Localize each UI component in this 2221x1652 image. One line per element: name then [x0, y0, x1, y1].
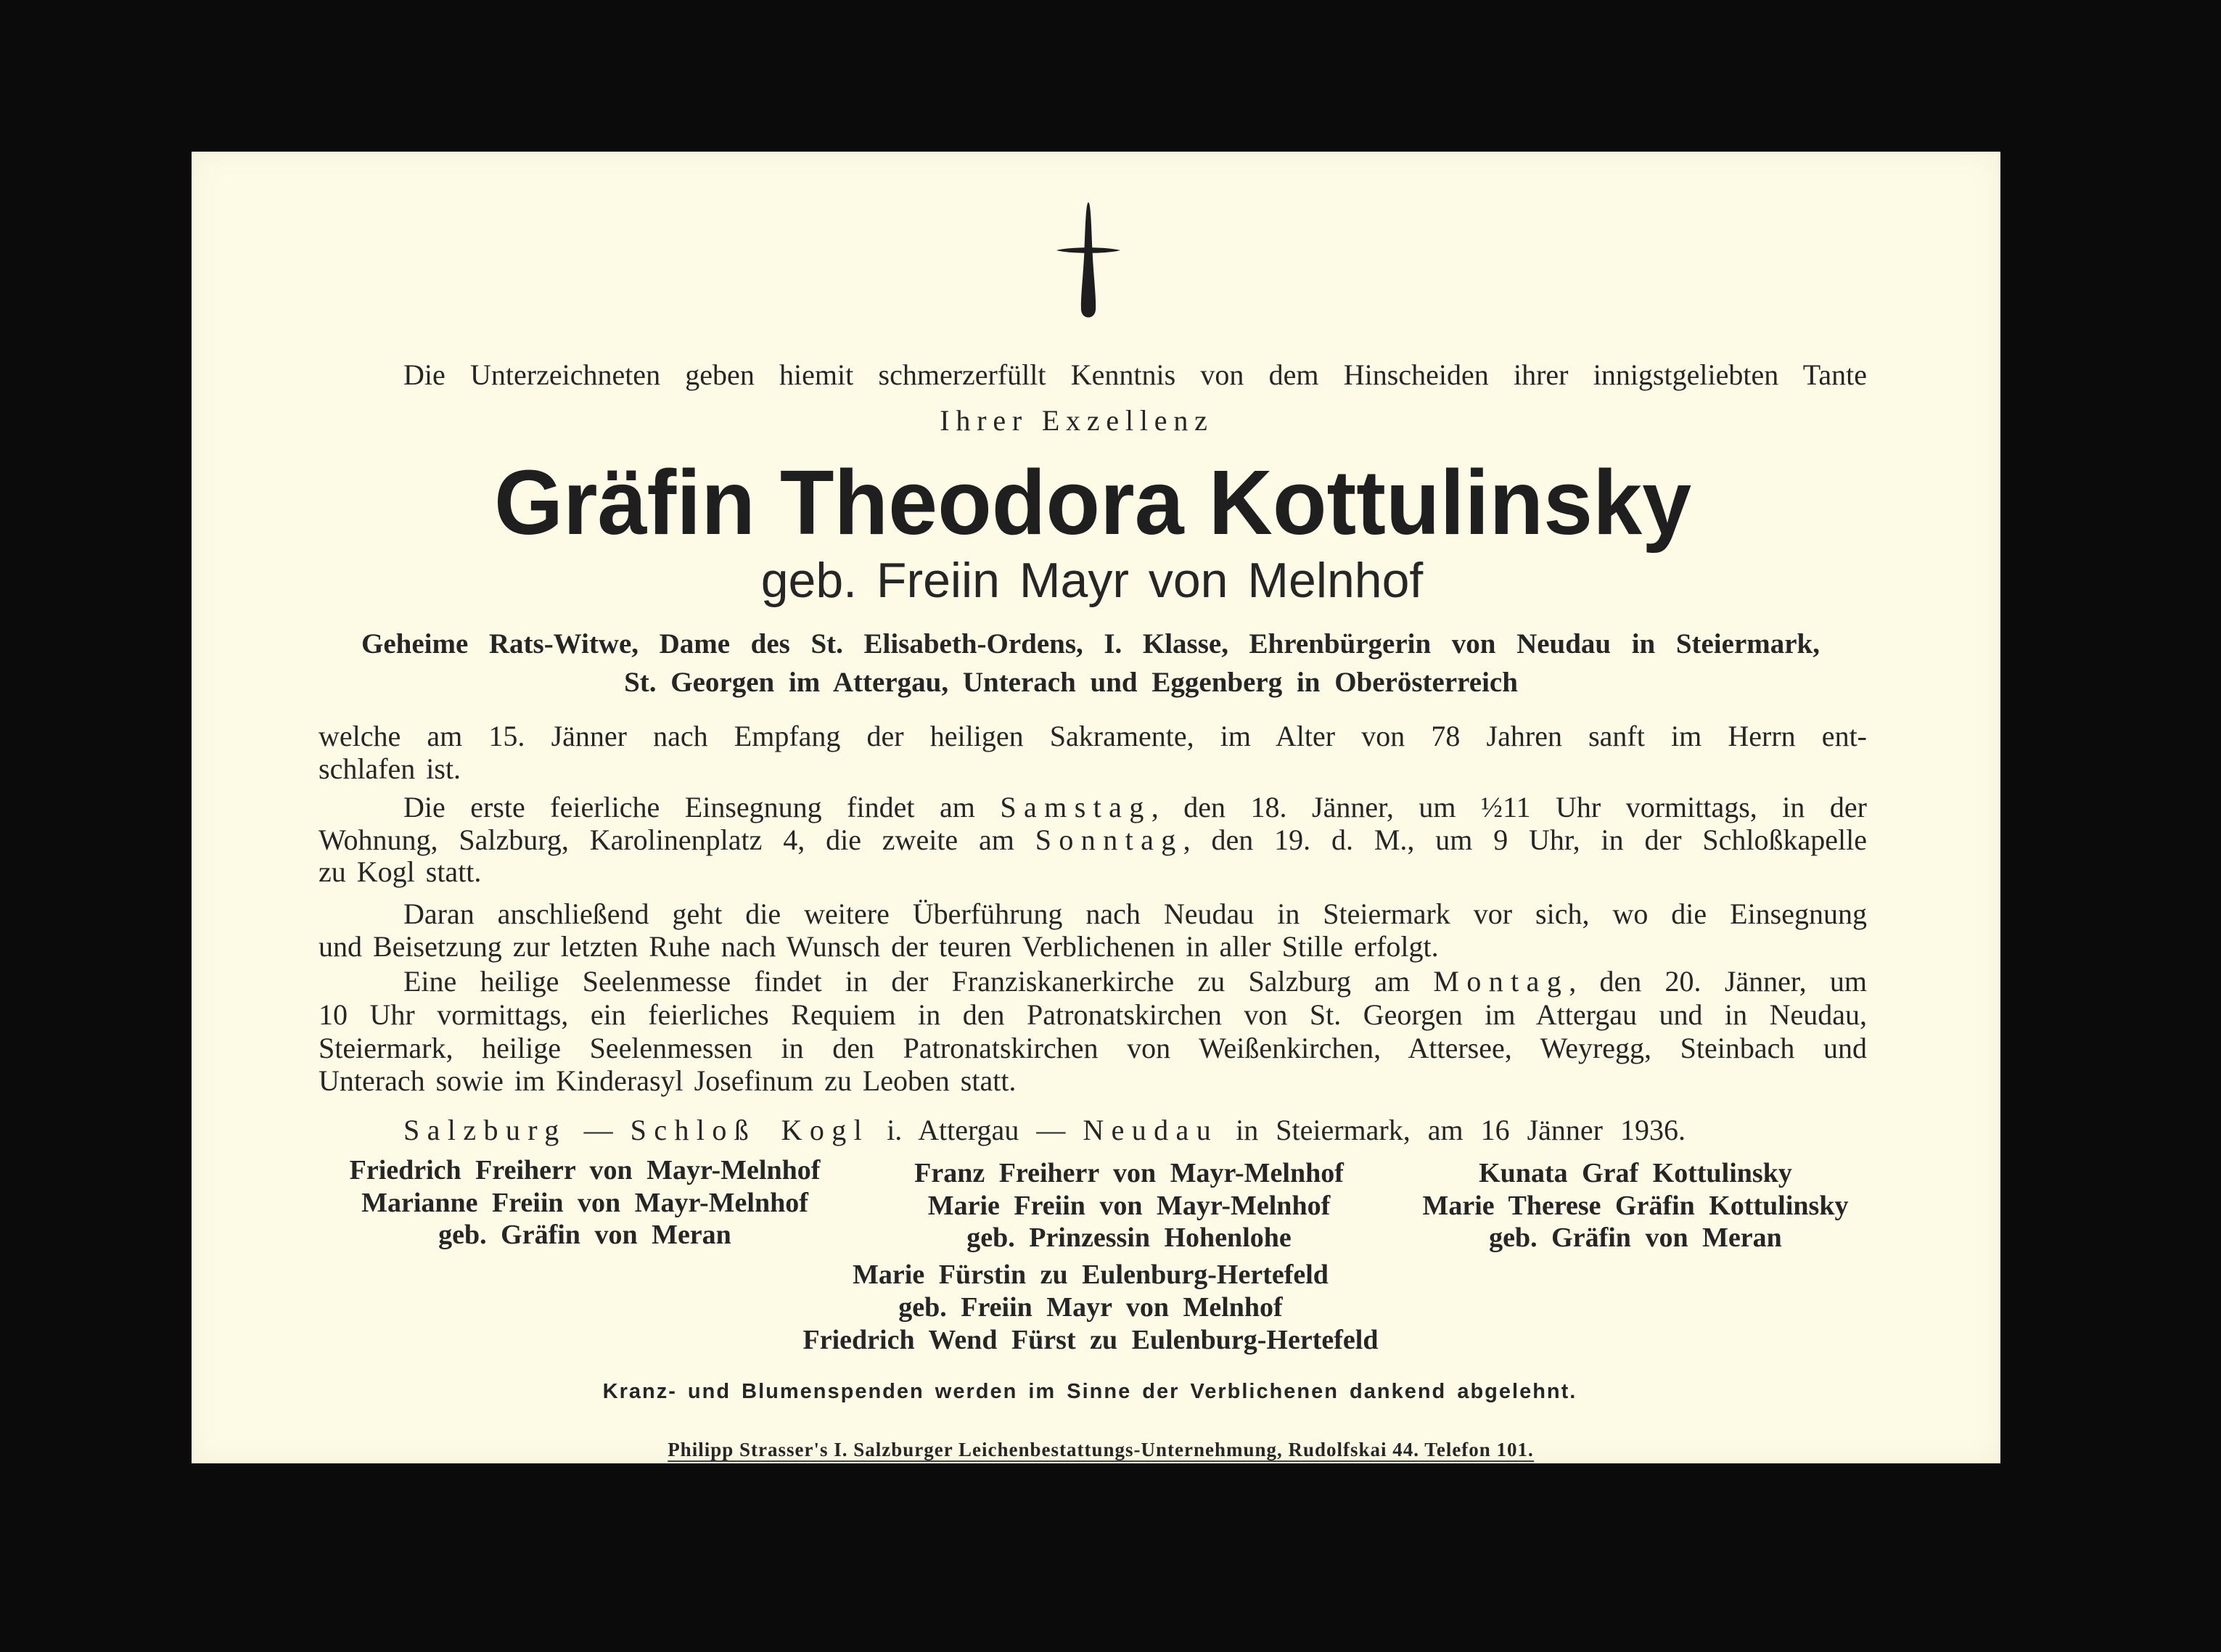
paragraph-3-line-1: Daran anschließend geht die weitere Überführung nach Neudau in Steiermark vor sich, wo die Einsegnung [403, 897, 1867, 930]
signature-center-block [803, 1259, 1379, 1357]
paragraph-3-line-2: und Beisetzung zur letzten Ruhe nach Wunsch der teuren Verblichenen in aller Stille erfolgt. [319, 930, 1439, 963]
paragraph-4-line-2: 10 Uhr vormittags, ein feierliches Requiem in den Patronatskirchen von St. Georgen im Attergau und in Neudau, [319, 998, 1867, 1031]
paragraph-2-line-2 [319, 823, 1867, 857]
place-city: Salzburg [403, 1114, 567, 1146]
cross-icon [1052, 200, 1125, 323]
spaced-day-sunday: Sonntag [1035, 823, 1183, 856]
text-segment: in Steiermark, am 16 Jänner 1936. [1218, 1114, 1686, 1146]
signatory-maiden-name: geb. Gräfin von Meran [438, 1220, 731, 1250]
honorific: Ihrer Exzellenz [940, 404, 1214, 437]
text-segment: , den 20. Jänner, um [1569, 965, 1867, 998]
flowers-declination-note: Kranz- und Blumenspenden werden im Sinne der Verblichenen dankend abgelehnt. [602, 1380, 1577, 1403]
signatory: Marianne Freiin von Mayr-Melnhof [361, 1187, 808, 1218]
place-estate: Neudau [1083, 1114, 1219, 1146]
paragraph-4-line-3: Steiermark, heilige Seelenmessen in den Patronatskirchen von Weißenkirchen, Attersee, Weyregg, Steinbach und [319, 1032, 1867, 1064]
titles-line-2: St. Georgen im Attergau, Unterach und Eggenberg in Oberösterreich [624, 667, 1518, 698]
spaced-day-monday: Montag [1433, 965, 1569, 998]
text-segment: Wohnung, Salzburg, Karolinenplatz 4, die zweite am [319, 823, 1035, 856]
death-notice-card [192, 152, 2000, 1463]
cross-vertical-stroke [1081, 202, 1096, 318]
paragraph-4-line-1 [403, 965, 1867, 998]
signature-column-1 [350, 1154, 821, 1252]
signatory: Marie Fürstin zu Eulenburg-Hertefeld [853, 1259, 1329, 1290]
place-and-date-line [403, 1114, 1686, 1147]
text-segment: , den 19. d. M., um 9 Uhr, in der Schloßkapelle [1183, 823, 1867, 856]
text-segment: i. Attergau — [869, 1114, 1083, 1146]
paragraph-2-line-1 [403, 791, 1867, 824]
signatory: Marie Freiin von Mayr-Melnhof [927, 1190, 1331, 1221]
signatory: Kunata Graf Kottulinsky [1479, 1158, 1792, 1188]
intro-line: Die Unterzeichneten geben hiemit schmerzerfüllt Kenntnis von dem Hinscheiden ihrer innigstgeliebten Tante [403, 358, 1867, 391]
text-segment: , den 18. Jänner, um ½11 Uhr vormittags, in der [1151, 791, 1868, 823]
signatory: Franz Freiherr von Mayr-Melnhof [914, 1158, 1344, 1188]
signatory-maiden-name: geb. Freiin Mayr von Melnhof [898, 1292, 1283, 1323]
text-segment: Eine heilige Seelenmesse findet in der Franziskanerkirche zu Salzburg am [403, 965, 1434, 998]
signatory-maiden-name: geb. Prinzessin Hohenlohe [966, 1222, 1292, 1253]
undertaker-imprint: Philipp Strasser's I. Salzburger Leichenbestattungs-Unternehmung, Rudolfskai 44. Telefon 101. [668, 1439, 1534, 1460]
cross-horizontal-bar [1056, 247, 1120, 253]
text-segment: — [566, 1114, 631, 1146]
signatory-maiden-name: geb. Gräfin von Meran [1489, 1222, 1782, 1253]
deceased-name: Gräfin Theodora Kottulinsky [493, 451, 1692, 554]
paragraph-1-line-1: welche am 15. Jänner nach Empfang der heiligen Sakramente, im Alter von 78 Jahren sanft im Herrn ent- [319, 720, 1867, 752]
maiden-name: geb. Freiin Mayr von Melnhof [760, 553, 1424, 608]
signatory: Friedrich Freiherr von Mayr-Melnhof [349, 1155, 821, 1185]
paragraph-2-line-3: zu Kogl statt. [319, 855, 482, 888]
signature-column-3 [1423, 1157, 1849, 1254]
place-castle: Schloß Kogl [630, 1114, 870, 1146]
signatory: Marie Therese Gräfin Kottulinsky [1422, 1190, 1849, 1221]
paragraph-1-line-2: schlafen ist. [319, 752, 461, 785]
titles-line-1: Geheime Rats-Witwe, Dame des St. Elisabeth-Ordens, I. Klasse, Ehrenbürgerin von Neudau in Steiermark, [361, 628, 1820, 659]
signature-column-2 [914, 1157, 1344, 1254]
spaced-day-saturday: Samstag [1000, 791, 1151, 823]
paragraph-4-line-4: Unterach sowie im Kinderasyl Josefinum zu Leoben statt. [319, 1064, 1017, 1097]
text-segment: Die erste feierliche Einsegnung findet am [403, 791, 1001, 823]
signatory: Friedrich Wend Fürst zu Eulenburg-Hertefeld [802, 1325, 1379, 1355]
